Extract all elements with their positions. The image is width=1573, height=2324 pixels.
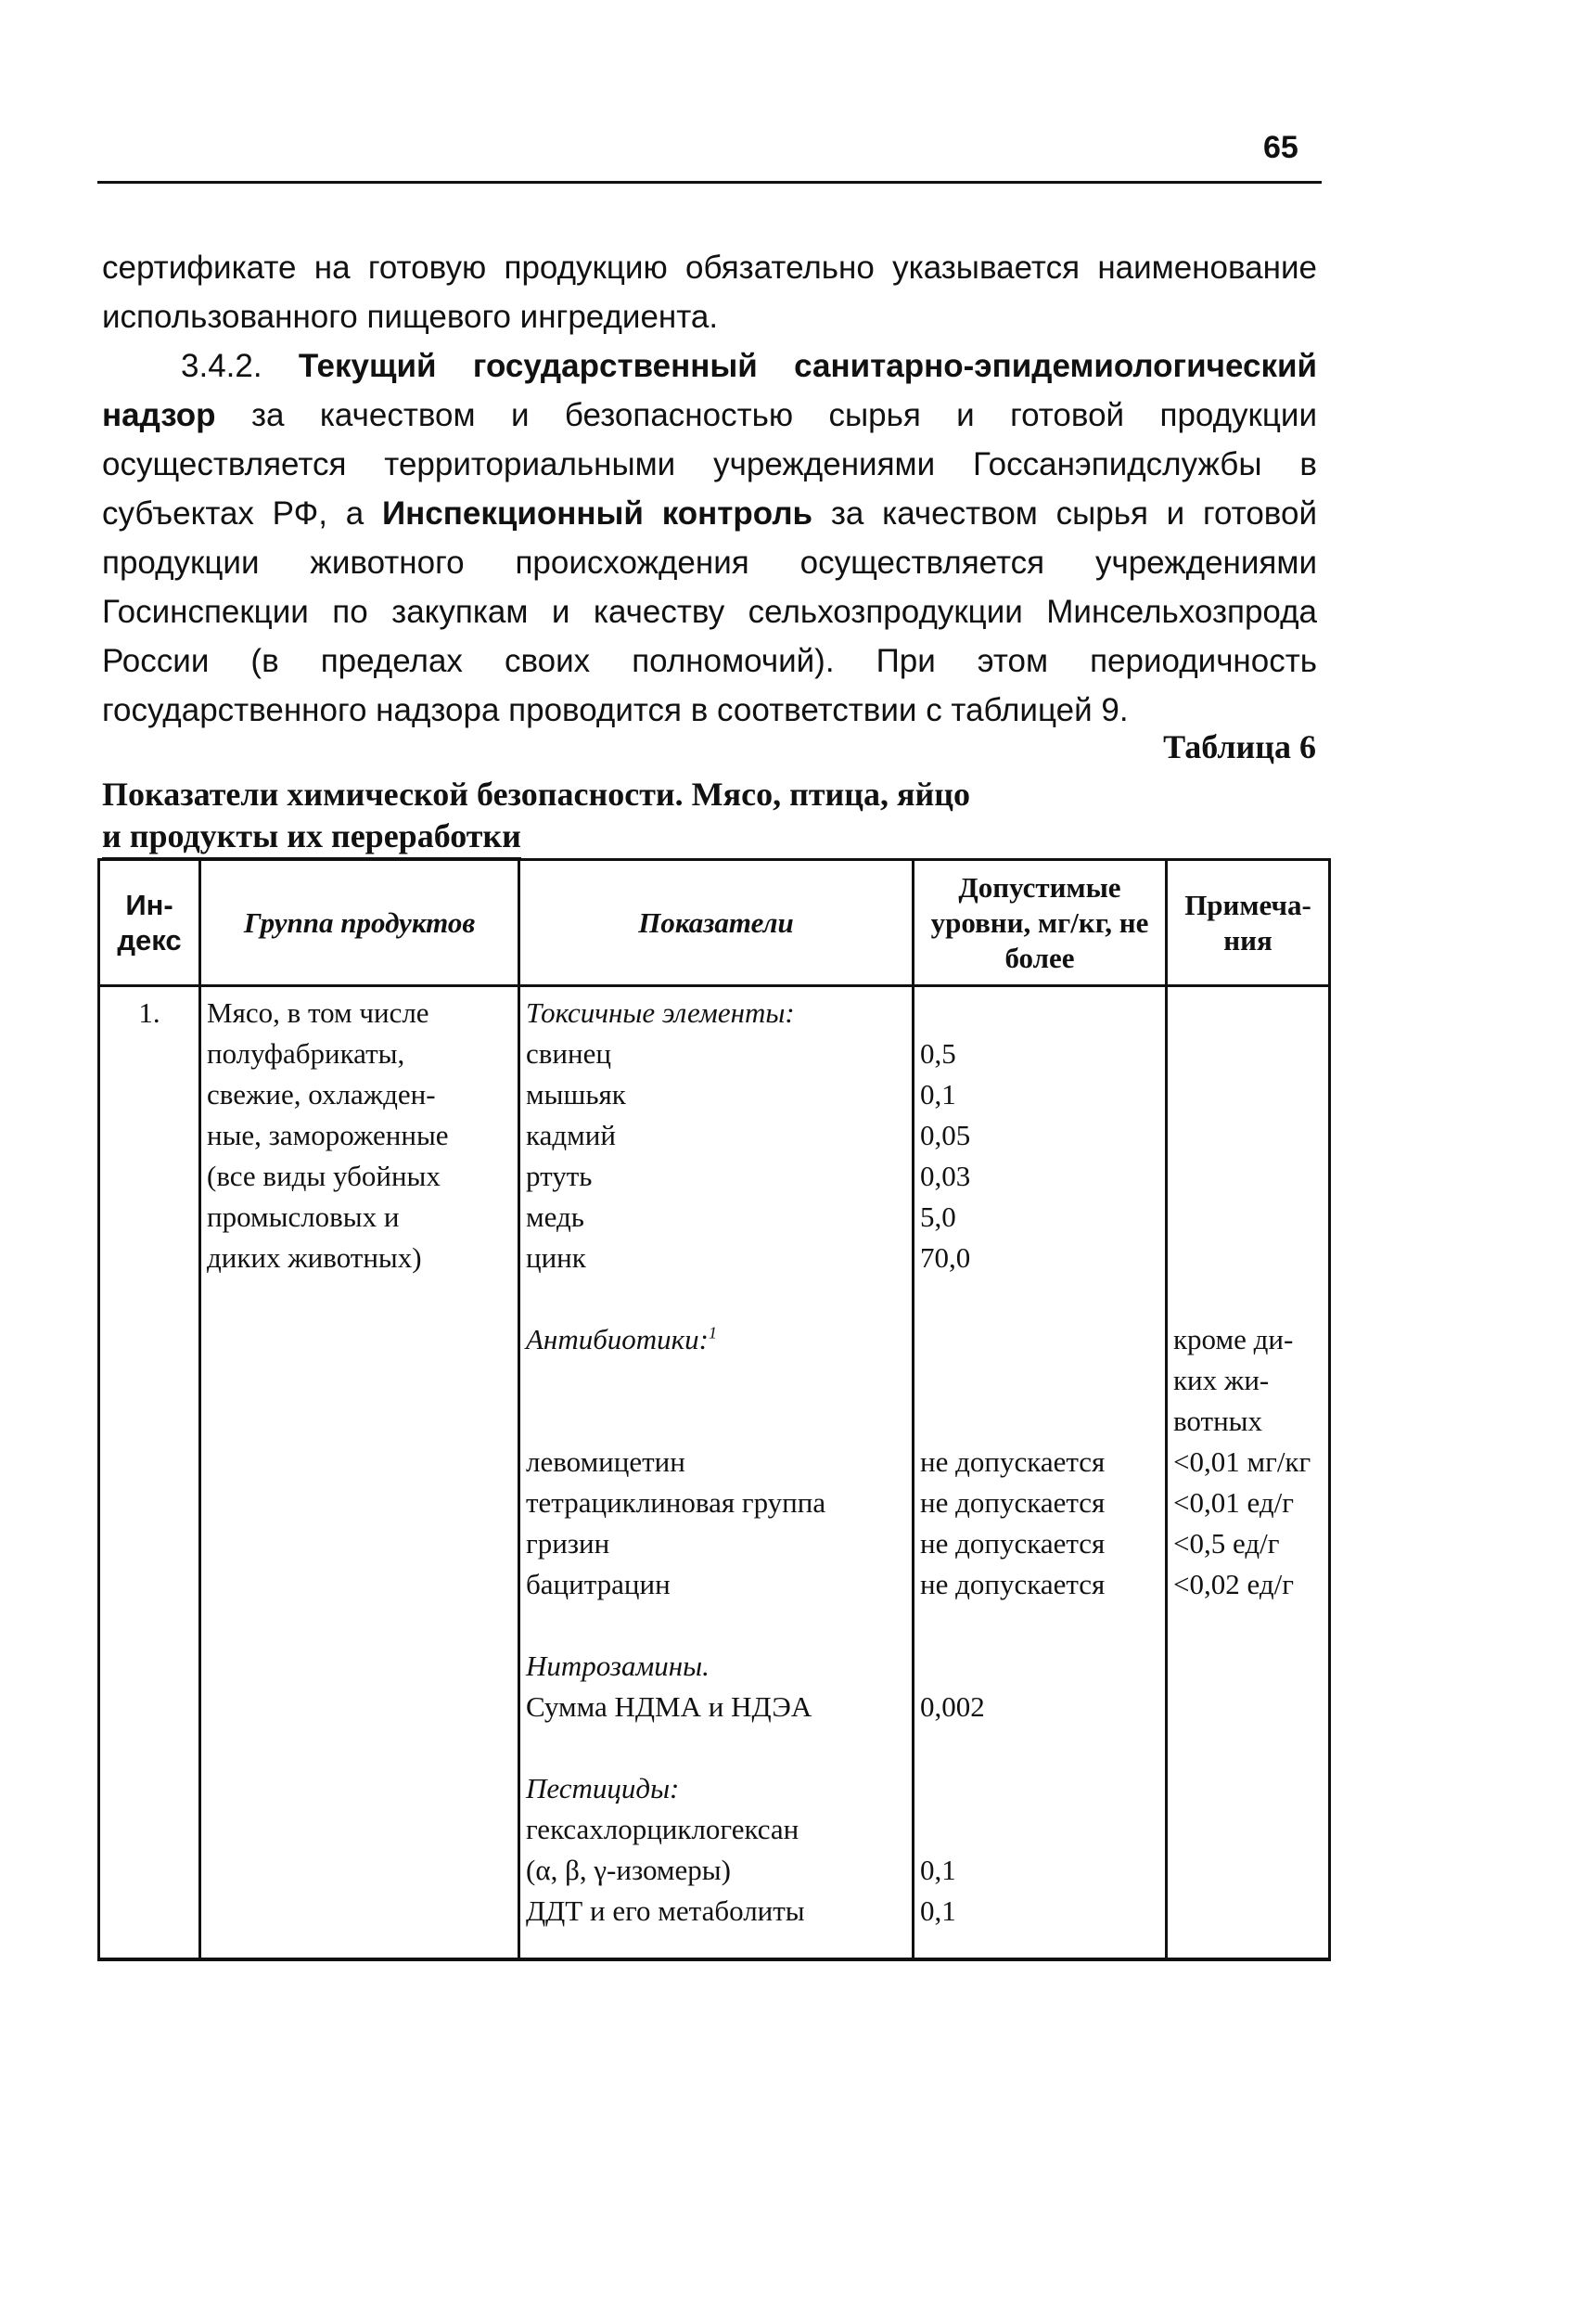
antibiotic-limit: не допускается (920, 1527, 1106, 1560)
toxic-label: Токсичные элементы: (526, 996, 795, 1029)
antibiotic-note: <0,02 ед/г (1173, 1568, 1294, 1600)
pesticide-name: (α, β, γ-изомеры) (526, 1854, 731, 1886)
table-title-line-1: Показатели химической безопасности. Мясо, птица, яйцо (102, 776, 970, 813)
cell-index (99, 986, 200, 1960)
paragraph-2-text-a: за качеством и безопасностью сырья и готовой продукции осуществляется территориальными учреждениями Госсанэпидслужбы в субъектах РФ, а (102, 397, 1317, 532)
toxic-limit: 70,0 (920, 1241, 971, 1274)
antibiotic-note: <0,5 ед/г (1173, 1527, 1280, 1560)
header-group: Группа продуктов (200, 860, 519, 986)
toxic-name: свинец (526, 1037, 611, 1070)
header-rule (97, 181, 1322, 184)
group-line: полуфабрикаты, (207, 1037, 405, 1070)
antibiotic-note: <0,01 мг/кг (1173, 1445, 1311, 1478)
nitrosamines-name: Сумма НДМА и НДЭА (526, 1690, 812, 1723)
toxic-name: кадмий (526, 1119, 616, 1151)
antibiotic-limit: не допускается (920, 1568, 1106, 1600)
bold-term-inspection: Инспекционный контроль (381, 495, 813, 532)
nitrosamines-limit: 0,002 (920, 1690, 985, 1723)
cell-limits (914, 986, 1167, 1960)
toxic-name: ртуть (526, 1160, 593, 1192)
table-header-row (99, 860, 1330, 986)
table-title (102, 774, 1169, 860)
toxic-name: медь (526, 1201, 584, 1233)
footnote-marker: 1 (709, 1323, 718, 1342)
nitrosamines-label: Нитрозамины. (526, 1650, 710, 1682)
paragraph-2 (102, 341, 1317, 735)
page-number: 65 (1263, 130, 1298, 165)
antibiotic-name: гризин (526, 1527, 610, 1560)
safety-table (97, 858, 1331, 1961)
antibiotics-label (526, 1319, 906, 1360)
body-text (102, 243, 1317, 735)
antibiotics-note: вотных (1173, 1405, 1262, 1437)
antibiotic-name: тетрациклиновая группа (526, 1486, 826, 1519)
index-value: 1. (138, 996, 160, 1029)
toxic-name: мышьяк (526, 1078, 626, 1111)
pesticides-label: Пестициды: (526, 1772, 680, 1804)
pesticide-limit: 0,1 (920, 1894, 956, 1927)
pesticide-name: гексахлорциклогексан (526, 1813, 799, 1845)
group-line: Мясо, в том числе (207, 996, 429, 1029)
antibiotic-name: левомицетин (526, 1445, 685, 1478)
paragraph-2-text-b: за качеством сырья и готовой продукции животного происхождения осуществляется учреждениями Госинспекции по закупкам и качеству сельхозпродукции Минсельхозпрода России (в пределах своих полномочий). При этом периодичность государственного надзора проводится в соответствии с таблицей 9. (102, 495, 1318, 728)
antibiotic-limit: не допускается (920, 1486, 1106, 1519)
header-limits: Допустимые уровни, мг/кг, не более (914, 860, 1167, 986)
cell-indicators (519, 986, 914, 1960)
pesticide-name: ДДТ и его метаболиты (526, 1894, 805, 1927)
cell-group (200, 986, 519, 1960)
antibiotic-note: <0,01 ед/г (1173, 1486, 1294, 1519)
pesticide-limit: 0,1 (920, 1854, 956, 1886)
table-caption: Таблица 6 (1163, 728, 1316, 765)
antibiotics-note: кроме ди- (1173, 1323, 1294, 1355)
group-line: диких животных) (207, 1241, 422, 1274)
group-line: ные, замороженные (207, 1119, 449, 1151)
toxic-limit: 0,1 (920, 1078, 956, 1111)
cell-notes (1167, 986, 1330, 1960)
group-line: (все виды убойных (207, 1160, 441, 1192)
toxic-limit: 5,0 (920, 1201, 956, 1233)
bold-term-supervision: Текущий государственный санитарно-эпидемиологический надзор (102, 348, 1317, 433)
paragraph-1: сертификате на готовую продукцию обязательно указывается наименование использованного пищевого ингредиента. (102, 250, 1317, 335)
antibiotics-label-text: Антибиотики: (526, 1323, 710, 1355)
header-notes: Примеча-ния (1167, 860, 1330, 986)
toxic-limit: 0,5 (920, 1037, 956, 1070)
header-index: Ин-декс (99, 860, 200, 986)
group-line: промысловых и (207, 1201, 400, 1233)
antibiotics-note: ких жи- (1173, 1364, 1270, 1396)
section-number: 3.4.2. (181, 348, 262, 384)
antibiotic-name: бацитрацин (526, 1568, 671, 1600)
toxic-limit: 0,03 (920, 1160, 971, 1192)
toxic-limit: 0,05 (920, 1119, 971, 1151)
antibiotic-limit: не допускается (920, 1445, 1106, 1478)
table-title-line-2: и продукты их переработки (102, 815, 521, 860)
group-line: свежие, охлажден- (207, 1078, 436, 1111)
header-indicators: Показатели (519, 860, 914, 986)
toxic-name: цинк (526, 1241, 586, 1274)
table-row (99, 986, 1330, 1960)
